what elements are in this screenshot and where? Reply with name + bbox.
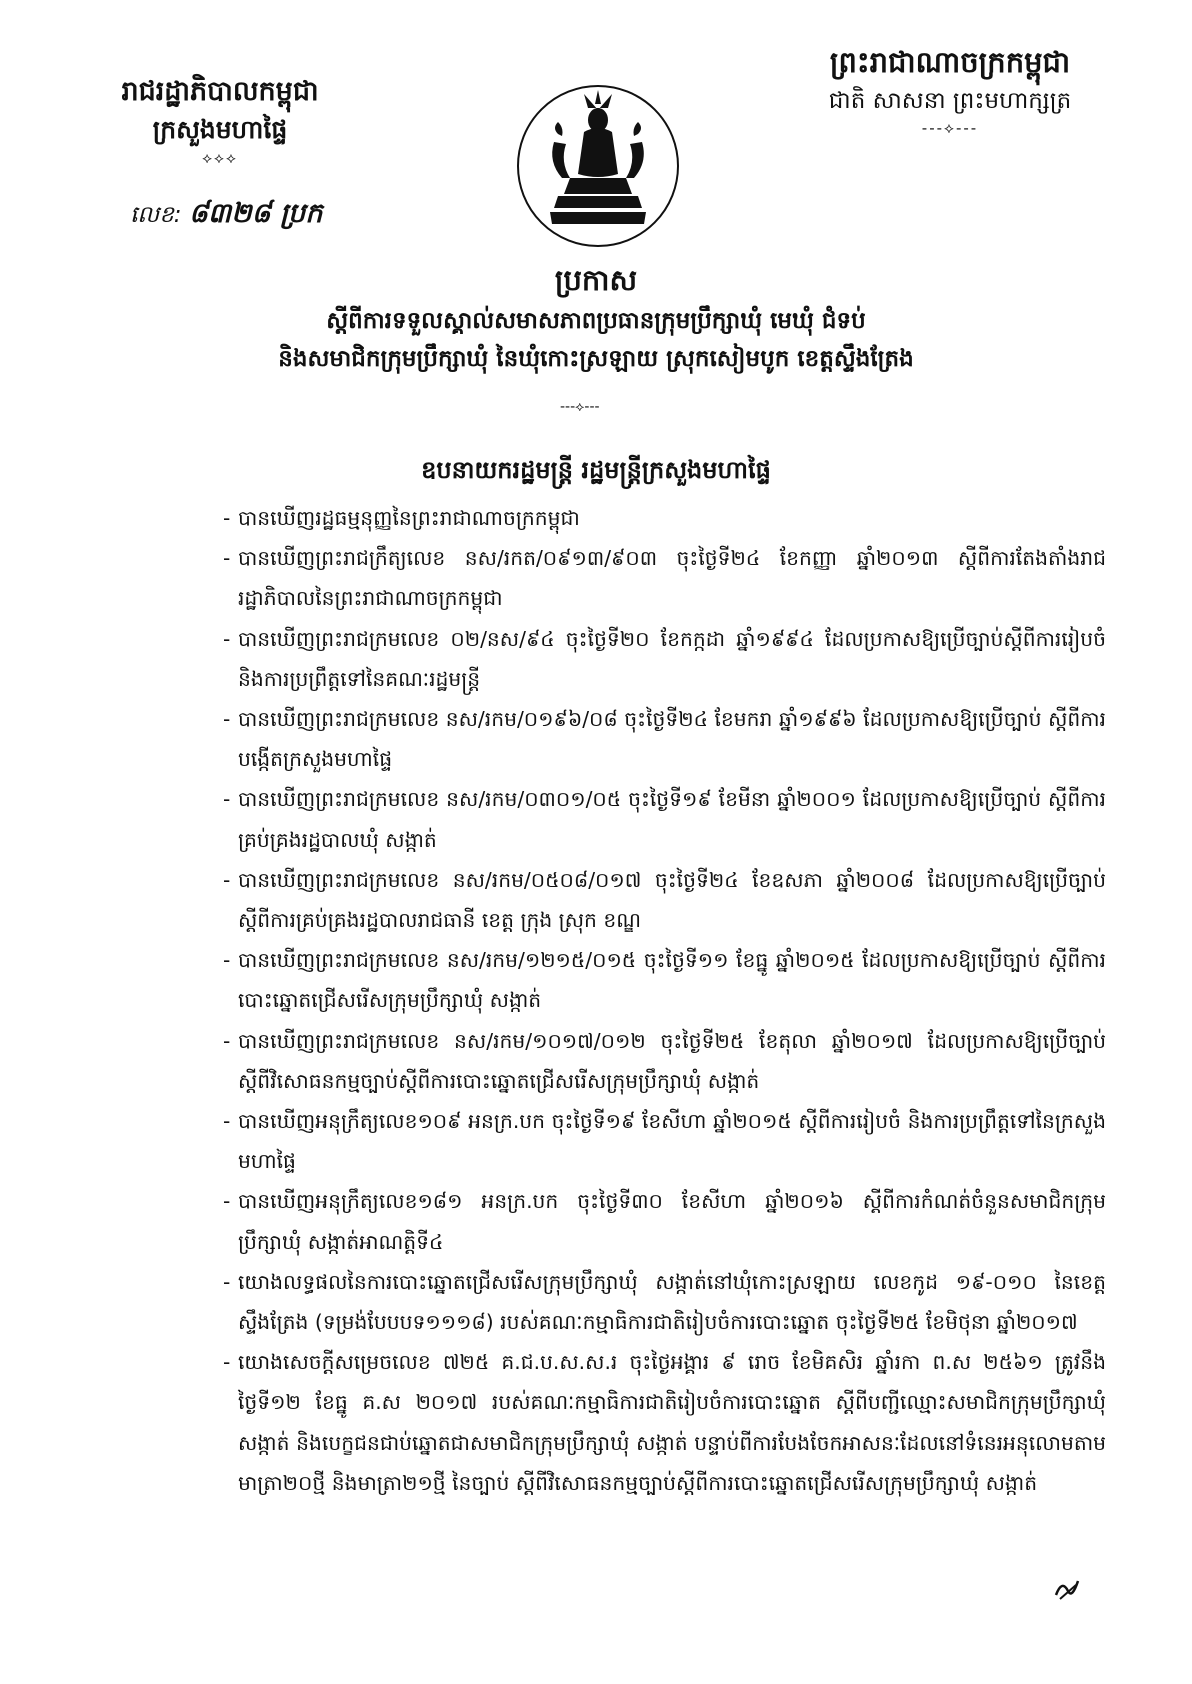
reference-number-line bbox=[130, 198, 322, 231]
clause-item: - បានឃើញអនុក្រឹត្យលេខ១០៩ អនក្រ.បក ចុះថ្ងៃទី១៩ ខែសីហា ឆ្នាំ២០១៥ ស្តីពីការរៀបចំ និងការប្រព្រឹត្តទៅនៃក្រសួងមហាផ្ទៃ bbox=[223, 1109, 1106, 1174]
clause-item: - បានឃើញព្រះរាជក្រមលេខ នស/រកម/១២១៥/០១៥ ចុះថ្ងៃទី១១ ខែធ្នូ ឆ្នាំ២០១៥ ដែលប្រកាសឱ្យប្រើច្បាប់ ស្តីពីការបោះឆ្នោតជ្រើសរើសក្រុមប្រឹក្សាឃុំ សង្កាត់ bbox=[223, 948, 1106, 1013]
clause-item: - បានឃើញព្រះរាជក្រមលេខ នស/រកម/០១៩៦/០៨ ចុះថ្ងៃទី២៤ ខែមករា ឆ្នាំ១៩៩៦ ដែលប្រកាសឱ្យប្រើច្បាប់ ស្តីពីការបង្កើតក្រសួងមហាផ្ទៃ bbox=[223, 707, 1106, 772]
kingdom-header bbox=[790, 40, 1110, 138]
clause-text: យោងលទ្ធផលនៃការបោះឆ្នោតជ្រើសរើសក្រុមប្រឹក្សាឃុំ សង្កាត់នៅឃុំកោះស្រឡាយ លេខកូដ ១៩-០១០ នៃខេត្តស្ទឹងត្រែង (ទម្រង់បែបបទ១១១៨) របស់គណៈកម្មាធិការជាតិរៀបចំការបោះឆ្នោត ចុះថ្ងៃទី២៥ ខែមិថុនា ឆ្នាំ២០១៧ bbox=[238, 1269, 1106, 1335]
document-title-block bbox=[96, 258, 1096, 378]
clause-item: - បានឃើញអនុក្រឹត្យលេខ១៨១ អនក្រ.បក ចុះថ្ងៃទី៣០ ខែសីហា ឆ្នាំ២០១៦ ស្តីពីការកំណត់ចំនួនសមាជិកក្រុមប្រឹក្សាឃុំ សង្កាត់អាណត្តិទី៤ bbox=[223, 1189, 1106, 1254]
government-name: រាជរដ្ឋាភិបាលកម្ពុជា bbox=[121, 76, 319, 107]
subject-line-1: ស្តីពីការទទួលស្គាល់សមាសភាពប្រធានក្រុមប្រឹក្សាឃុំ មេឃុំ ជំទប់ bbox=[326, 308, 866, 334]
issuing-authority: ឧបនាយករដ្ឋមន្ត្រី រដ្ឋមន្ត្រីក្រសួងមហាផ្ទៃ bbox=[421, 456, 771, 484]
national-motto: ជាតិ សាសនា ព្រះមហាក្សត្រ bbox=[828, 88, 1072, 114]
subject-line-2: និងសមាជិកក្រុមប្រឹក្សាឃុំ នៃឃុំកោះស្រឡាយ ស្រុកសៀមបូក ខេត្តស្ទឹងត្រែង bbox=[278, 346, 914, 372]
clause-text: បានឃើញអនុក្រឹត្យលេខ១៨១ អនក្រ.បក ចុះថ្ងៃទី៣០ ខែសីហា ឆ្នាំ២០១៦ ស្តីពីការកំណត់ចំនួនសមាជិកក្រុមប្រឹក្សាឃុំ សង្កាត់អាណត្តិទី៤ bbox=[238, 1189, 1106, 1254]
clause-item: - បានឃើញព្រះរាជក្រមលេខ នស/រកម/០៣០១/០៥ ចុះថ្ងៃទី១៩ ខែមីនា ឆ្នាំ២០០១ ដែលប្រកាសឱ្យប្រើច្បាប់ ស្តីពីការគ្រប់គ្រងរដ្ឋបាលឃុំ សង្កាត់ bbox=[223, 787, 1106, 852]
left-ornament: ⟡⟡⟡ bbox=[202, 149, 238, 167]
clause-text: បានឃើញព្រះរាជក្រមលេខ នស/រកម/១០១៧/០១២ ចុះថ្ងៃទី២៥ ខែតុលា ឆ្នាំ២០១៧ ដែលប្រកាសឱ្យប្រើច្បាប់ ស្តីពីវិសោធនកម្មច្បាប់ស្តីពីការបោះឆ្នោតជ្រើសរើសក្រុមប្រឹក្សាឃុំ សង្កាត់ bbox=[238, 1028, 1106, 1093]
reference-number: ៨៣២៨ ប្រក bbox=[188, 198, 323, 229]
clause-item: - បានឃើញរដ្ឋធម្មនុញ្ញនៃព្រះរាជាណាចក្រកម្ពុជា bbox=[223, 506, 580, 530]
clause-text: យោងសេចក្តីសម្រេចលេខ ៧២៥ គ.ជ.ប.ស.ស.រ ចុះថ្ងៃអង្គារ ៩ រោច ខែមិគសិរ ឆ្នាំរកា ព.ស ២៥៦១ ត្រូវនឹងថ្ងៃទី១២ ខែធ្នូ គ.ស ២០១៧ របស់គណៈកម្មាធិការជាតិរៀបចំការបោះឆ្នោត ស្តីពីបញ្ជីឈ្មោះសមាជិកក្រុមប្រឹក្សាឃុំ សង្កាត់ និងបេក្ខជនជាប់ឆ្នោតជាសមាជិកក្រុមប្រឹក្សាឃុំ សង្កាត់ បន្ទាប់ពីការបែងចែកអាសនៈដែលនៅទំនេរអនុលោមតាមមាត្រា២០ថ្មី និងមាត្រា២១ថ្មី នៃច្បាប់ ស្តីពីវិសោធនកម្មច្បាប់ស្តីពីការបោះឆ្នោតជ្រើសរើសក្រុមប្រឹក្សាឃុំ សង្កាត់ bbox=[238, 1350, 1106, 1495]
clause-text: បានឃើញព្រះរាជក្រឹត្យលេខ នស/រកត/០៩១៣/៩០៣ ចុះថ្ងៃទី២៤ ខែកញ្ញា ឆ្នាំ២០១៣ ស្តីពីការតែងតាំងរាជរដ្ឋាភិបាលនៃព្រះរាជាណាចក្រកម្ពុជា bbox=[238, 546, 1106, 611]
ministry-header bbox=[80, 72, 360, 168]
clause-text: បានឃើញព្រះរាជក្រមលេខ នស/រកម/០៥០៨/០១៧ ចុះថ្ងៃទី២៤ ខែឧសភា ឆ្នាំ២០០៨ ដែលប្រកាសឱ្យប្រើច្បាប់ ស្តីពីការគ្រប់គ្រងរដ្ឋបាលរាជធានី ខេត្ត ក្រុង ស្រុក ខណ្ឌ bbox=[238, 867, 1106, 933]
clause-item: - បានឃើញព្រះរាជក្រមលេខ នស/រកម/១០១៧/០១២ ចុះថ្ងៃទី២៥ ខែតុលា ឆ្នាំ២០១៧ ដែលប្រកាសឱ្យប្រើច្បាប់ ស្តីពីវិសោធនកម្មច្បាប់ស្តីពីការបោះឆ្នោតជ្រើសរើសក្រុមប្រឹក្សាឃុំ សង្កាត់ bbox=[223, 1028, 1106, 1093]
clause-text: បានឃើញព្រះរាជក្រមលេខ នស/រកម/០៣០១/០៥ ចុះថ្ងៃទី១៩ ខែមីនា ឆ្នាំ២០០១ ដែលប្រកាសឱ្យប្រើច្បាប់ ស្តីពីការគ្រប់គ្រងរដ្ឋបាលឃុំ សង្កាត់ bbox=[238, 787, 1106, 852]
clause-text: បានឃើញព្រះរាជក្រមលេខ នស/រកម/១២១៥/០១៥ ចុះថ្ងៃទី១១ ខែធ្នូ ឆ្នាំ២០១៥ ដែលប្រកាសឱ្យប្រើច្បាប់ ស្តីពីការបោះឆ្នោតជ្រើសរើសក្រុមប្រឹក្សាឃុំ សង្កាត់ bbox=[238, 948, 1106, 1013]
right-ornament: ---⟡--- bbox=[921, 119, 979, 137]
document-type: ប្រកាស bbox=[554, 263, 638, 297]
kingdom-name: ព្រះរាជាណាចក្រកម្ពុជា bbox=[829, 45, 1071, 79]
clause-item: - បានឃើញព្រះរាជក្រមលេខ នស/រកម/០៥០៨/០១៧ ចុះថ្ងៃទី២៤ ខែឧសភា ឆ្នាំ២០០៨ ដែលប្រកាសឱ្យប្រើច្បាប់ ស្តីពីការគ្រប់គ្រងរដ្ឋបាលរាជធានី ខេត្ត ក្រុង ស្រុក ខណ្ឌ bbox=[223, 867, 1106, 933]
preamble-clauses bbox=[223, 498, 1106, 1503]
clause-text: បានឃើញព្រះរាជក្រមលេខ ០២/នស/៩៤ ចុះថ្ងៃទី២០ ខែកក្កដា ឆ្នាំ១៩៩៤ ដែលប្រកាសឱ្យប្រើច្បាប់ស្តីពីការរៀបចំ និងការប្រព្រឹត្តទៅនៃគណៈរដ្ឋមន្ត្រី bbox=[238, 626, 1106, 691]
reference-label: លេខ: bbox=[130, 202, 182, 228]
clause-text: បានឃើញព្រះរាជក្រមលេខ នស/រកម/០១៩៦/០៨ ចុះថ្ងៃទី២៤ ខែមករា ឆ្នាំ១៩៩៦ ដែលប្រកាសឱ្យប្រើច្បាប់ ស្តីពីការបង្កើតក្រសួងមហាផ្ទៃ bbox=[238, 707, 1106, 772]
clause-item: - បានឃើញព្រះរាជក្រឹត្យលេខ នស/រកត/០៩១៣/៩០៣ ចុះថ្ងៃទី២៤ ខែកញ្ញា ឆ្នាំ២០១៣ ស្តីពីការតែងតាំងរាជរដ្ឋាភិបាលនៃព្រះរាជាណាចក្រកម្ពុជា bbox=[223, 546, 1106, 611]
clause-text: បានឃើញរដ្ឋធម្មនុញ្ញនៃព្រះរាជាណាចក្រកម្ពុជា bbox=[238, 506, 580, 530]
clause-item: - យោងលទ្ធផលនៃការបោះឆ្នោតជ្រើសរើសក្រុមប្រឹក្សាឃុំ សង្កាត់នៅឃុំកោះស្រឡាយ លេខកូដ ១៩-០១០ នៃខេត្តស្ទឹងត្រែង (ទម្រង់បែបបទ១១១៨) របស់គណៈកម្មាធិការជាតិរៀបចំការបោះឆ្នោត ចុះថ្ងៃទី២៥ ខែមិថុនា ឆ្នាំ២០១៧ bbox=[223, 1269, 1106, 1335]
initial-mark-icon bbox=[1052, 1575, 1082, 1603]
clause-item: - យោងសេចក្តីសម្រេចលេខ ៧២៥ គ.ជ.ប.ស.ស.រ ចុះថ្ងៃអង្គារ ៩ រោច ខែមិគសិរ ឆ្នាំរកា ព.ស ២៥៦១ ត្រូវនឹងថ្ងៃទី១២ ខែធ្នូ គ.ស ២០១៧ របស់គណៈកម្មាធិការជាតិរៀបចំការបោះឆ្នោត ស្តីពីបញ្ជីឈ្មោះសមាជិកក្រុមប្រឹក្សាឃុំ សង្កាត់ និងបេក្ខជនជាប់ឆ្នោតជាសមាជិកក្រុមប្រឹក្សាឃុំ សង្កាត់ បន្ទាប់ពីការបែងចែកអាសនៈដែលនៅទំនេរអនុលោមតាមមាត្រា២០ថ្មី និងមាត្រា២១ថ្មី នៃច្បាប់ ស្តីពីវិសោធនកម្មច្បាប់ស្តីពីការបោះឆ្នោតជ្រើសរើសក្រុមប្រឹក្សាឃុំ សង្កាត់ bbox=[223, 1350, 1106, 1495]
ministry-name: ក្រសួងមហាផ្ទៃ bbox=[152, 115, 288, 144]
royal-emblem-icon bbox=[514, 82, 682, 250]
title-divider: ---⟡--- bbox=[560, 399, 600, 415]
clause-text: បានឃើញអនុក្រឹត្យលេខ១០៩ អនក្រ.បក ចុះថ្ងៃទី១៩ ខែសីហា ឆ្នាំ២០១៥ ស្តីពីការរៀបចំ និងការប្រព្រឹត្តទៅនៃក្រសួងមហាផ្ទៃ bbox=[238, 1109, 1106, 1174]
clause-item: - បានឃើញព្រះរាជក្រមលេខ ០២/នស/៩៤ ចុះថ្ងៃទី២០ ខែកក្កដា ឆ្នាំ១៩៩៤ ដែលប្រកាសឱ្យប្រើច្បាប់ស្តីពីការរៀបចំ និងការប្រព្រឹត្តទៅនៃគណៈរដ្ឋមន្ត្រី bbox=[223, 626, 1106, 691]
